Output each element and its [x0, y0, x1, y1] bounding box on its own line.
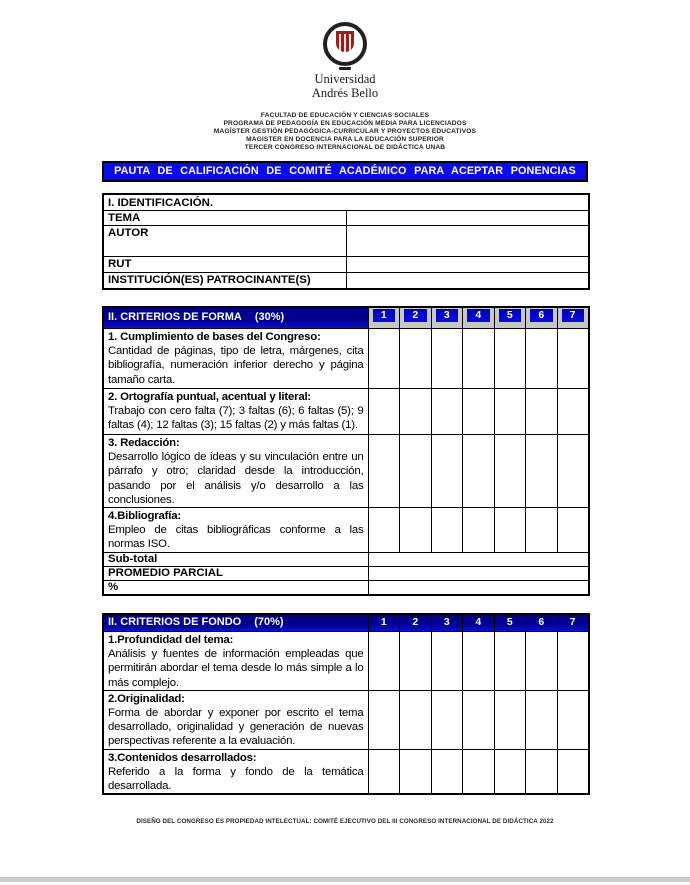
score-cell[interactable]: [557, 329, 589, 389]
criterion-label-cell: [103, 389, 368, 435]
score-cell[interactable]: [494, 508, 526, 553]
table-row: [103, 273, 589, 290]
criterion-title: 3. Redacción:: [108, 437, 180, 449]
score-cell[interactable]: [494, 690, 526, 749]
scale-number-1: 1: [380, 616, 387, 629]
document-title-bar: PAUTA DE CALIFICACIÓN DE COMITÉ ACADÉMICO PARA ACEPTAR PONENCIAS: [102, 161, 588, 182]
score-cell[interactable]: [463, 749, 495, 794]
scale-number-3: 3: [443, 616, 450, 629]
score-cell[interactable]: [368, 329, 400, 389]
window-bottom-bar: [0, 877, 690, 882]
score-cell[interactable]: [526, 329, 558, 389]
score-cell[interactable]: [526, 632, 558, 691]
percent-label: %: [103, 581, 368, 596]
fondo-section-label: II. CRITERIOS DE FONDO: [108, 616, 242, 629]
scale-number-3: 3: [436, 309, 459, 322]
scale-header-cell: [400, 614, 432, 632]
criterion-title: 1.Profundidad del tema:: [108, 634, 234, 647]
score-cell[interactable]: [431, 632, 463, 691]
identification-table: [102, 193, 590, 290]
score-cell[interactable]: [463, 508, 495, 553]
copyright-footer: DISEÑO DEL CONGRESO ES PROPIEDAD INTELECTUAL: COMITÉ EJECUTIVO DEL III CONGRESO INTERNACIONAL DE DIDÁCTICA 2022: [136, 818, 554, 825]
score-cell[interactable]: [526, 435, 558, 508]
forma-section-title: [103, 307, 368, 329]
tema-label: TEMA: [103, 211, 346, 226]
criterios-forma-table: [102, 306, 590, 596]
score-cell[interactable]: [494, 389, 526, 435]
criterion-label-cell: [103, 508, 368, 553]
criterion-description: Desarrollo lógico de ideas y su vinculación entre un párrafo y otro; claridad desde la introducción, pasando por el análisis y/o desarrollo a las conclusiones.: [108, 451, 364, 506]
unab-emblem-icon: [323, 22, 367, 66]
scale-number-6: 6: [538, 616, 545, 629]
scale-number-7: 7: [569, 616, 576, 629]
scale-header-cell: [557, 307, 589, 329]
rut-label: RUT: [103, 257, 346, 273]
scale-header-cell: [368, 307, 400, 329]
criterion-label-cell: [103, 690, 368, 749]
criteria-row: [103, 508, 589, 553]
document-content: [102, 0, 588, 795]
university-name-line1: Universidad: [314, 72, 376, 86]
score-cell[interactable]: [400, 435, 432, 508]
tema-value-cell[interactable]: [346, 211, 589, 226]
institucion-label: INSTITUCIÓN(ES) PATROCINANTE(S): [103, 273, 346, 290]
table-row: [103, 211, 589, 226]
scale-header-cell: [557, 614, 589, 632]
score-cell[interactable]: [526, 749, 558, 794]
score-cell[interactable]: [526, 690, 558, 749]
unab-emblem-base: [339, 67, 351, 70]
header-line-magister-gestion: MAGÍSTER GESTIÓN PEDAGÓGICA-CURRICULAR Y PROYECTOS EDUCATIVOS: [213, 128, 477, 135]
score-cell[interactable]: [431, 329, 463, 389]
scale-number-5: 5: [506, 616, 513, 629]
autor-value-cell[interactable]: [346, 226, 589, 257]
score-cell[interactable]: [557, 690, 589, 749]
score-cell[interactable]: [400, 508, 432, 553]
scale-number-4: 4: [467, 309, 490, 322]
score-cell[interactable]: [368, 508, 400, 553]
criterion-label-cell: [103, 329, 368, 389]
score-cell[interactable]: [557, 749, 589, 794]
scale-header-cell: [463, 614, 495, 632]
criterion-description: Cantidad de páginas, tipo de letra, márgenes, cita bibliografía, numeración inferior derecho y página tamaño carta.: [108, 345, 364, 386]
score-cell[interactable]: [368, 690, 400, 749]
promedio-parcial-value-cell[interactable]: [368, 567, 589, 581]
scale-header-cell: [463, 307, 495, 329]
criteria-row: [103, 435, 589, 508]
criteria-row: [103, 632, 589, 691]
score-cell[interactable]: [463, 435, 495, 508]
score-cell[interactable]: [494, 329, 526, 389]
forma-section-label: II. CRITERIOS DE FORMA: [108, 311, 242, 323]
criterion-description: Trabajo con cero falta (7); 3 faltas (6); 6 faltas (5); 9 faltas (4); 12 faltas (3); 15 faltas (2) y más faltas (1).: [108, 405, 364, 432]
score-cell[interactable]: [526, 389, 558, 435]
university-name-line2: Andrés Bello: [311, 85, 379, 100]
subtotal-value-cell[interactable]: [368, 553, 589, 567]
scale-header-cell: [368, 614, 400, 632]
unab-shield-icon: [336, 31, 354, 52]
score-cell[interactable]: [431, 389, 463, 435]
score-cell[interactable]: [400, 329, 432, 389]
criteria-row: [103, 690, 589, 749]
score-cell[interactable]: [463, 389, 495, 435]
score-cell[interactable]: [557, 508, 589, 553]
score-cell[interactable]: [463, 632, 495, 691]
criterion-description: Empleo de citas bibliográficas conforme a las normas ISO.: [108, 524, 364, 551]
fondo-section-title: [103, 614, 368, 632]
scale-number-4: 4: [475, 616, 482, 629]
criterion-title: 3.Contenidos desarrollados:: [108, 751, 257, 764]
score-cell[interactable]: [494, 435, 526, 508]
scale-header-cell: [494, 614, 526, 632]
summary-row: [103, 567, 589, 581]
criterion-title: 1. Cumplimiento de bases del Congreso:: [108, 331, 321, 343]
criteria-row: [103, 329, 589, 389]
criterion-title: 2.Originalidad:: [108, 692, 185, 705]
score-cell[interactable]: [494, 632, 526, 691]
score-cell[interactable]: [368, 435, 400, 508]
score-cell[interactable]: [368, 749, 400, 794]
university-name: [102, 73, 588, 100]
score-cell[interactable]: [557, 632, 589, 691]
score-cell[interactable]: [368, 389, 400, 435]
rut-value-cell[interactable]: [346, 257, 589, 273]
score-cell[interactable]: [431, 749, 463, 794]
score-cell[interactable]: [431, 508, 463, 553]
identification-header-row: [103, 194, 589, 211]
criterios-fondo-table: [102, 613, 590, 795]
criterion-title: 4.Bibliografía:: [108, 510, 181, 523]
header-line-congreso: TERCER CONGRESO INTERNACIONAL DE DIDÁCTICA UNAB: [244, 144, 446, 151]
scale-header-cell: [431, 614, 463, 632]
score-cell[interactable]: [400, 632, 432, 691]
criterion-title: 2. Ortografía puntual, acentual y literal:: [108, 391, 312, 403]
scale-number-1: 1: [373, 309, 396, 322]
institutional-header: [102, 112, 588, 152]
forma-weight: (30%): [254, 311, 285, 323]
fondo-weight: (70%): [254, 616, 284, 629]
table-row: [103, 226, 589, 257]
criterion-description: Análisis y fuentes de información empleadas que permitirán abordar el tema desde lo más simple a lo más complejo.: [108, 648, 364, 689]
score-cell[interactable]: [463, 690, 495, 749]
header-line-magister-docencia: MAGISTER EN DOCENCIA PARA LA EDUCACIÓN SUPERIOR: [246, 136, 444, 143]
criterion-label-cell: [103, 749, 368, 794]
score-cell[interactable]: [463, 329, 495, 389]
summary-row: [103, 553, 589, 567]
logo-block: [102, 22, 588, 100]
scale-number-2: 2: [404, 309, 427, 322]
header-line-program: PROGRAMA DE PEDAGOGÍA EN EDUCACIÓN MEDIA PARA LICENCIADOS: [223, 120, 467, 127]
header-line-faculty: FACULTAD DE EDUCACIÓN Y CIENCIAS SOCIALES: [260, 112, 430, 119]
promedio-parcial-label: PROMEDIO PARCIAL: [103, 567, 368, 581]
autor-label: AUTOR: [103, 226, 346, 257]
criteria-row: [103, 389, 589, 435]
institucion-value-cell[interactable]: [346, 273, 589, 290]
scale-header-cell: [400, 307, 432, 329]
criterion-description: Forma de abordar y exponer por escrito el tema desarrollado, originalidad y generación de nuevas perspectivas referente a la evaluación.: [108, 707, 364, 748]
scale-number-6: 6: [530, 309, 553, 322]
forma-header-row: [103, 307, 589, 329]
score-cell[interactable]: [400, 389, 432, 435]
summary-row: [103, 581, 589, 596]
scale-header-cell: [526, 307, 558, 329]
criterion-description: Referido a la forma y fondo de la temática desarrollada.: [108, 765, 364, 793]
score-cell[interactable]: [368, 632, 400, 691]
score-cell[interactable]: [400, 749, 432, 794]
score-cell[interactable]: [431, 690, 463, 749]
scale-number-2: 2: [412, 616, 419, 629]
percent-value-cell[interactable]: [368, 581, 589, 596]
criterion-label-cell: [103, 632, 368, 691]
subtotal-label: Sub-total: [103, 553, 368, 567]
scale-header-cell: [494, 307, 526, 329]
scale-header-cell: [431, 307, 463, 329]
score-cell[interactable]: [557, 389, 589, 435]
table-row: [103, 257, 589, 273]
score-cell[interactable]: [494, 749, 526, 794]
identification-section-title: I. IDENTIFICACIÓN.: [103, 194, 589, 211]
score-cell[interactable]: [400, 690, 432, 749]
fondo-header-row: [103, 614, 589, 632]
scale-number-7: 7: [562, 309, 584, 322]
scale-header-cell: [526, 614, 558, 632]
score-cell[interactable]: [557, 435, 589, 508]
criteria-row: [103, 749, 589, 794]
scale-number-5: 5: [499, 309, 522, 322]
score-cell[interactable]: [431, 435, 463, 508]
criterion-label-cell: [103, 435, 368, 508]
score-cell[interactable]: [526, 508, 558, 553]
